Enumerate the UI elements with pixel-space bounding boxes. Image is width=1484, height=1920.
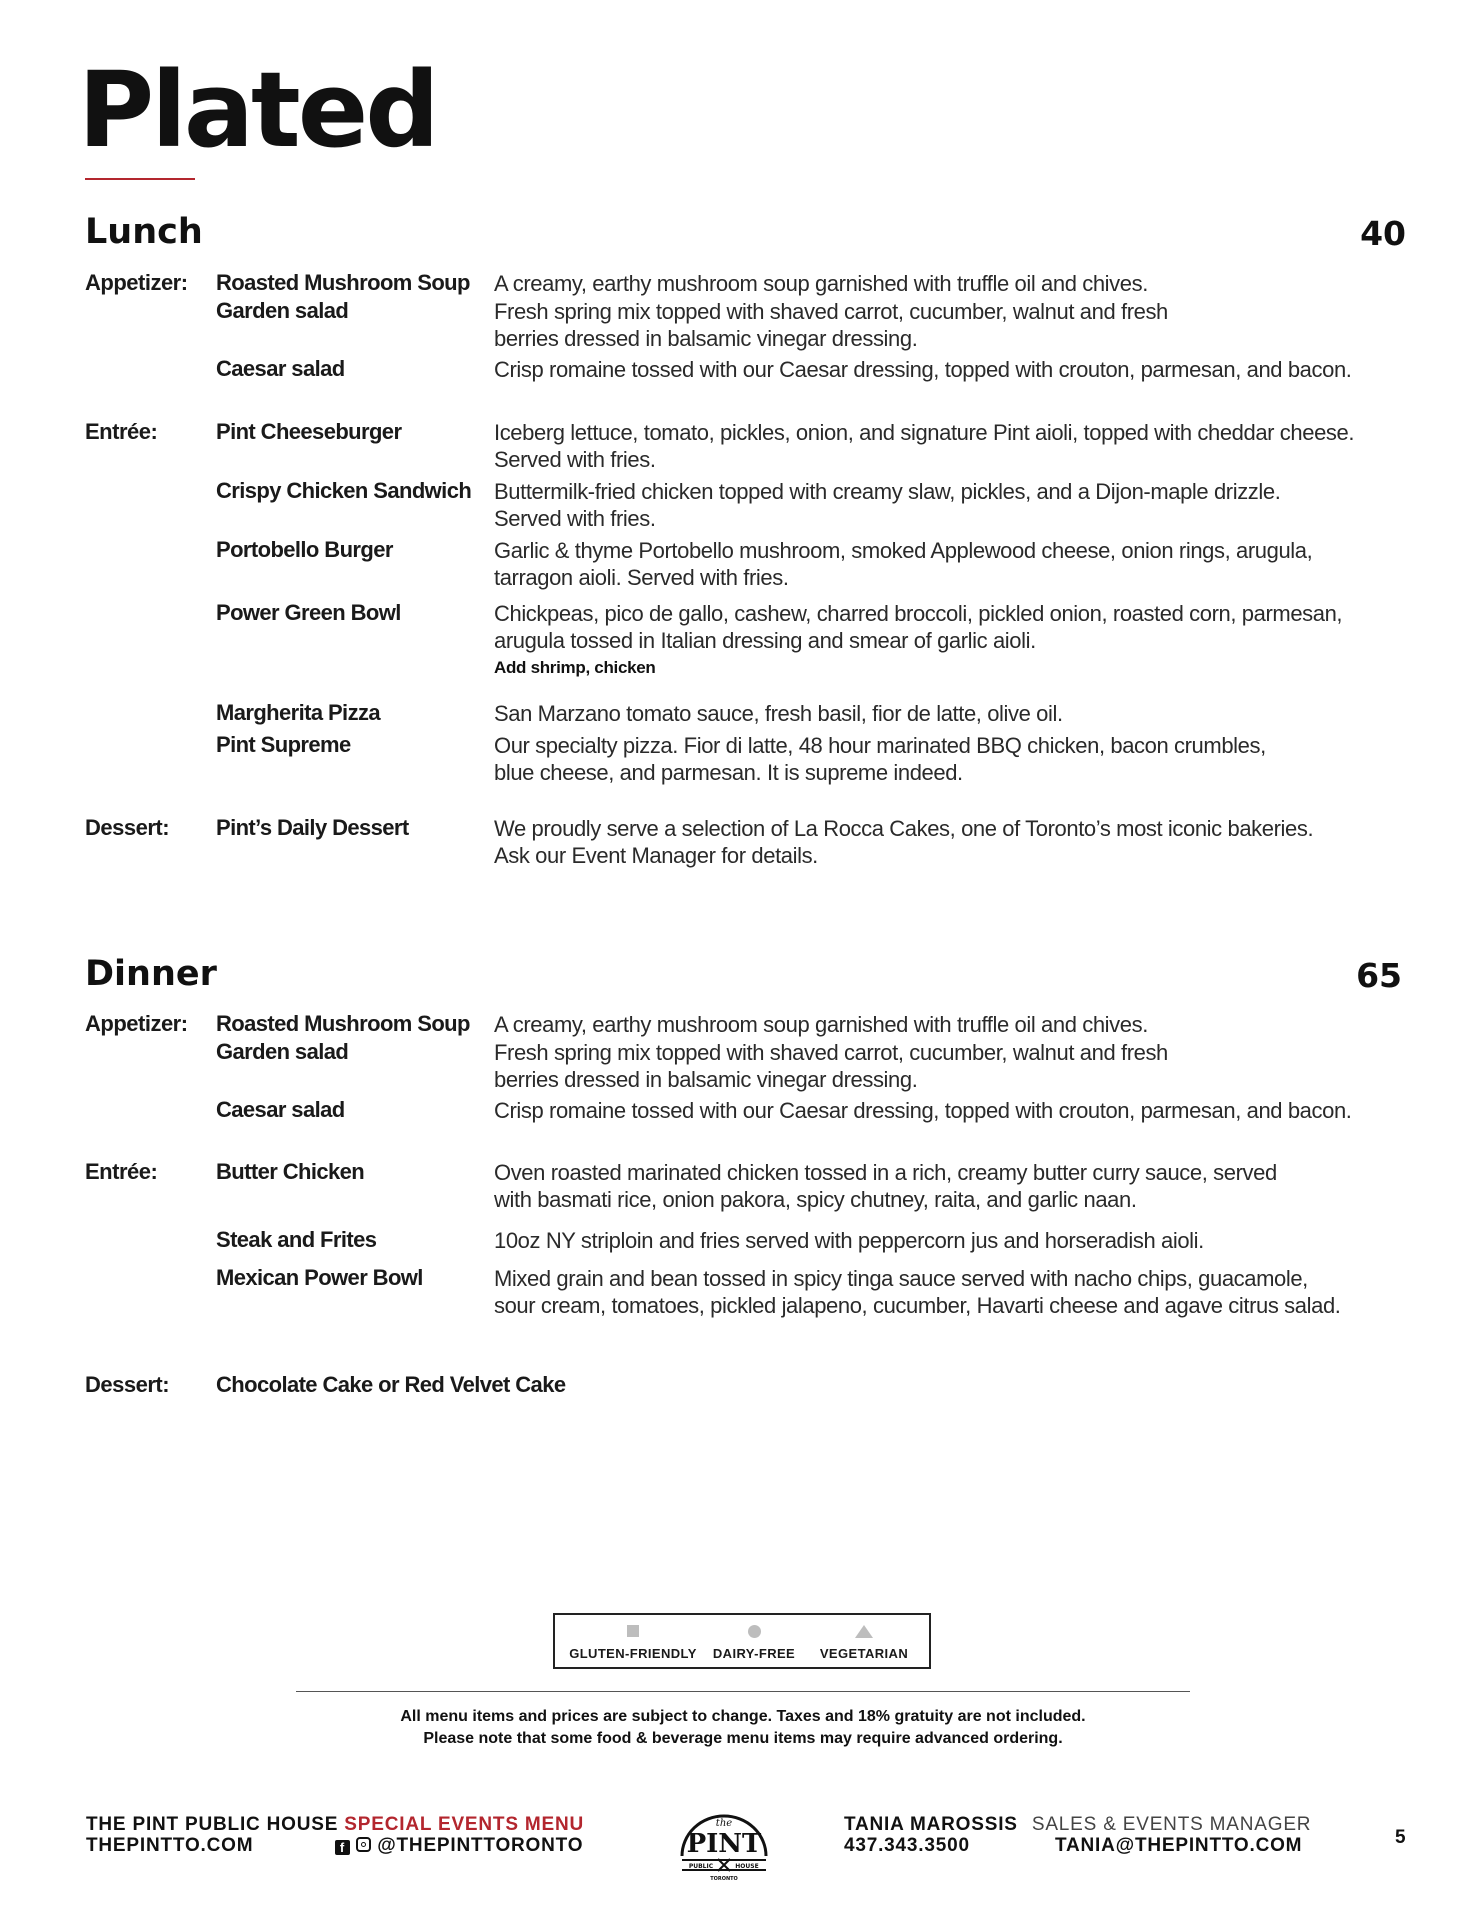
circle-icon <box>748 1625 761 1638</box>
dinner-price: 65 <box>1356 956 1402 995</box>
dish-name: Caesar salad <box>216 356 345 381</box>
dish-description: 10oz NY striploin and fries served with peppercorn jus and horseradish aioli. <box>494 1228 1204 1253</box>
dish-description: A creamy, earthy mushroom soup garnished with truffle oil and chives. <box>494 271 1148 296</box>
footer-brand-line <box>86 1814 584 1836</box>
contact-email[interactable]: TANIA@THEPINTTO.COM <box>1055 1835 1303 1856</box>
dish-description: Crisp romaine tossed with our Caesar dressing, topped with crouton, parmesan, and bacon. <box>494 357 1352 382</box>
svg-text:PINT: PINT <box>686 1829 762 1859</box>
disclaimer-line-2: Please note that some food & beverage menu items may require advanced ordering. <box>423 1730 1063 1747</box>
dish-name: Power Green Bowl <box>216 600 401 625</box>
dish-name: Butter Chicken <box>216 1159 365 1184</box>
contact-title: SALES & EVENTS MANAGER <box>1031 1814 1312 1835</box>
dinner-title: Dinner <box>85 954 217 994</box>
page-title: Plated <box>78 49 437 171</box>
svg-text:HOUSE: HOUSE <box>735 1863 759 1870</box>
lunch-price: 40 <box>1360 214 1406 253</box>
dish-name: Pint Supreme <box>216 732 351 757</box>
dish-description: Fresh spring mix topped with shaved carrot, cucumber, walnut and fresh berries dressed in balsamic vinegar dressing. <box>494 1040 1168 1092</box>
footer-divider <box>296 1691 1190 1692</box>
dish-name: Chocolate Cake or Red Velvet Cake <box>216 1372 566 1397</box>
dinner-course-appetizer: Appetizer: <box>85 1011 188 1036</box>
dish-name: Mexican Power Bowl <box>216 1265 423 1290</box>
contact-phone[interactable]: 437.343.3500 <box>844 1835 970 1856</box>
dish-name: Pint Cheeseburger <box>216 419 402 444</box>
dish-description: Oven roasted marinated chicken tossed in a rich, creamy butter curry sauce, served with basmati rice, onion pakora, spicy chutney, raita, and garlic naan. <box>494 1160 1277 1212</box>
lunch-title: Lunch <box>85 212 203 252</box>
dish-description: Buttermilk-fried chicken topped with creamy slaw, pickles, and a Dijon-maple drizzle. Served with fries. <box>494 479 1281 531</box>
dish-description: Our specialty pizza. Fior di latte, 48 hour marinated BBQ chicken, bacon crumbles, blue cheese, and parmesan. It is supreme indeed. <box>494 733 1266 785</box>
svg-text:PUBLIC: PUBLIC <box>688 1863 714 1870</box>
footer-social[interactable]: f @THEPINTTORONTO <box>335 1835 583 1857</box>
dish-description: Iceberg lettuce, tomato, pickles, onion, and signature Pint aioli, topped with cheddar cheese. Served with fries. <box>494 420 1355 472</box>
footer-brand: THE PINT PUBLIC HOUSE <box>86 1814 339 1835</box>
dish-name: Roasted Mushroom Soup <box>216 1011 470 1036</box>
lunch-course-entree: Entrée: <box>85 419 158 444</box>
facebook-icon: f <box>335 1840 350 1855</box>
dish-description: San Marzano tomato sauce, fresh basil, fior de latte, olive oil. <box>494 701 1063 726</box>
legend-vegetarian: VEGETARIAN <box>807 1615 921 1667</box>
dish-name: Roasted Mushroom Soup <box>216 270 470 295</box>
dish-description: Crisp romaine tossed with our Caesar dressing, topped with crouton, parmesan, and bacon. <box>494 1098 1352 1123</box>
svg-text:TORONTO: TORONTO <box>710 1876 738 1882</box>
triangle-icon <box>855 1625 873 1638</box>
dish-description: Garlic & thyme Portobello mushroom, smoked Applewood cheese, onion rings, arugula, tarragon aioli. Served with fries. <box>494 538 1313 590</box>
dinner-course-entree: Entrée: <box>85 1159 158 1184</box>
footer-website[interactable]: THEPINTTO.COM <box>86 1835 254 1856</box>
dish-name: Steak and Frites <box>216 1227 377 1252</box>
instagram-icon <box>356 1837 371 1852</box>
dish-name: Pint’s Daily Dessert <box>216 815 409 840</box>
dish-name: Portobello Burger <box>216 537 393 562</box>
dish-name: Caesar salad <box>216 1097 345 1122</box>
dish-description: Fresh spring mix topped with shaved carrot, cucumber, walnut and fresh berries dressed in balsamic vinegar dressing. <box>494 299 1168 351</box>
dish-name: Crispy Chicken Sandwich <box>216 478 472 503</box>
dinner-course-dessert: Dessert: <box>85 1372 170 1397</box>
square-icon <box>627 1625 639 1637</box>
dish-name: Margherita Pizza <box>216 700 381 725</box>
dish-name: Garden salad <box>216 1039 349 1064</box>
footer-menu-name: SPECIAL EVENTS MENU <box>344 1814 585 1835</box>
pint-logo <box>674 1808 774 1888</box>
legend-dairy-free: DAIRY-FREE <box>703 1615 805 1667</box>
legend-gluten-friendly: GLUTEN-FRIENDLY <box>563 1615 703 1667</box>
lunch-course-dessert: Dessert: <box>85 815 170 840</box>
dish-description: We proudly serve a selection of La Rocca Cakes, one of Toronto’s most iconic bakeries. Ask our Event Manager for details. <box>494 816 1314 868</box>
dish-name: Garden salad <box>216 298 349 323</box>
contact-line <box>844 1814 1311 1836</box>
dish-description: Chickpeas, pico de gallo, cashew, charred broccoli, pickled onion, roasted corn, parmesan, arugula tossed in Italian dressing and smear of garlic aioli. Add shrimp, chicken <box>494 600 1414 681</box>
dish-addon: Add shrimp, chicken <box>494 658 656 677</box>
contact-name: TANIA MAROSSIS <box>844 1814 1018 1835</box>
dish-description: Mixed grain and bean tossed in spicy tinga sauce served with nacho chips, guacamole, sour cream, tomatoes, pickled jalapeno, cucumber, Havarti cheese and agave citrus salad. <box>494 1266 1341 1318</box>
title-underline <box>85 178 195 180</box>
lunch-course-appetizer: Appetizer: <box>85 270 188 295</box>
dish-description: A creamy, earthy mushroom soup garnished with truffle oil and chives. <box>494 1012 1148 1037</box>
page-number: 5 <box>1395 1827 1407 1848</box>
svg-text:the: the <box>715 1818 733 1829</box>
dietary-legend <box>553 1613 931 1669</box>
disclaimer-line-1: All menu items and prices are subject to change. Taxes and 18% gratuity are not included. <box>400 1708 1086 1725</box>
